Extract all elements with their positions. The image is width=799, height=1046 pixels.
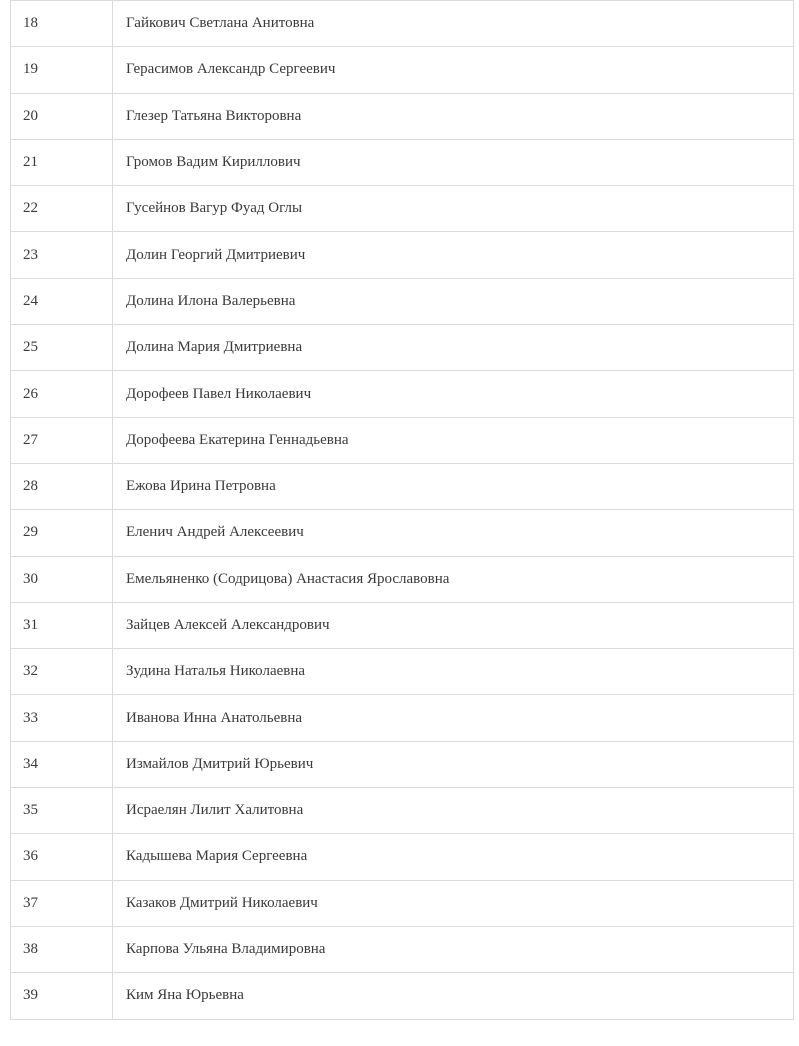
table-row <box>11 325 794 371</box>
table-row <box>11 139 794 185</box>
table-row <box>11 788 794 834</box>
row-number: 36 <box>11 834 113 880</box>
row-number: 27 <box>11 417 113 463</box>
row-number: 18 <box>11 1 113 47</box>
table-row <box>11 1 794 47</box>
table-row <box>11 93 794 139</box>
table-row <box>11 649 794 695</box>
row-number: 26 <box>11 371 113 417</box>
person-name: Зудина Наталья Николаевна <box>113 649 794 695</box>
row-number: 23 <box>11 232 113 278</box>
row-number: 32 <box>11 649 113 695</box>
row-number: 22 <box>11 186 113 232</box>
table-row <box>11 371 794 417</box>
row-number: 39 <box>11 973 113 1019</box>
row-number: 37 <box>11 880 113 926</box>
table-row <box>11 880 794 926</box>
table-row <box>11 973 794 1019</box>
row-number: 34 <box>11 741 113 787</box>
table-row <box>11 510 794 556</box>
row-number: 25 <box>11 325 113 371</box>
row-number: 28 <box>11 463 113 509</box>
person-name: Исраелян Лилит Халитовна <box>113 788 794 834</box>
person-name: Ким Яна Юрьевна <box>113 973 794 1019</box>
row-number: 21 <box>11 139 113 185</box>
person-name: Дорофеева Екатерина Геннадьевна <box>113 417 794 463</box>
row-number: 33 <box>11 695 113 741</box>
row-number: 19 <box>11 47 113 93</box>
person-name: Карпова Ульяна Владимировна <box>113 926 794 972</box>
table-row <box>11 278 794 324</box>
row-number: 30 <box>11 556 113 602</box>
table-row <box>11 463 794 509</box>
row-number: 24 <box>11 278 113 324</box>
table-row <box>11 741 794 787</box>
person-name: Зайцев Алексей Александрович <box>113 602 794 648</box>
person-name: Кадышева Мария Сергеевна <box>113 834 794 880</box>
person-name: Глезер Татьяна Викторовна <box>113 93 794 139</box>
row-number: 31 <box>11 602 113 648</box>
person-name: Громов Вадим Кириллович <box>113 139 794 185</box>
person-name: Измайлов Дмитрий Юрьевич <box>113 741 794 787</box>
table-row <box>11 232 794 278</box>
person-name: Еленич Андрей Алексеевич <box>113 510 794 556</box>
names-table-body <box>11 1 794 1020</box>
person-name: Ежова Ирина Петровна <box>113 463 794 509</box>
person-name: Гайкович Светлана Анитовна <box>113 1 794 47</box>
table-row <box>11 602 794 648</box>
person-name: Дорофеев Павел Николаевич <box>113 371 794 417</box>
table-row <box>11 834 794 880</box>
person-name: Казаков Дмитрий Николаевич <box>113 880 794 926</box>
person-name: Емельяненко (Содрицова) Анастасия Ярославовна <box>113 556 794 602</box>
person-name: Гусейнов Вагур Фуад Оглы <box>113 186 794 232</box>
row-number: 20 <box>11 93 113 139</box>
table-row <box>11 47 794 93</box>
table-row <box>11 186 794 232</box>
names-table-container <box>10 0 794 1020</box>
person-name: Долин Георгий Дмитриевич <box>113 232 794 278</box>
table-row <box>11 417 794 463</box>
row-number: 35 <box>11 788 113 834</box>
table-row <box>11 695 794 741</box>
person-name: Герасимов Александр Сергеевич <box>113 47 794 93</box>
person-name: Иванова Инна Анатольевна <box>113 695 794 741</box>
row-number: 38 <box>11 926 113 972</box>
names-table <box>10 0 794 1020</box>
row-number: 29 <box>11 510 113 556</box>
table-row <box>11 926 794 972</box>
person-name: Долина Мария Дмитриевна <box>113 325 794 371</box>
table-row <box>11 556 794 602</box>
person-name: Долина Илона Валерьевна <box>113 278 794 324</box>
